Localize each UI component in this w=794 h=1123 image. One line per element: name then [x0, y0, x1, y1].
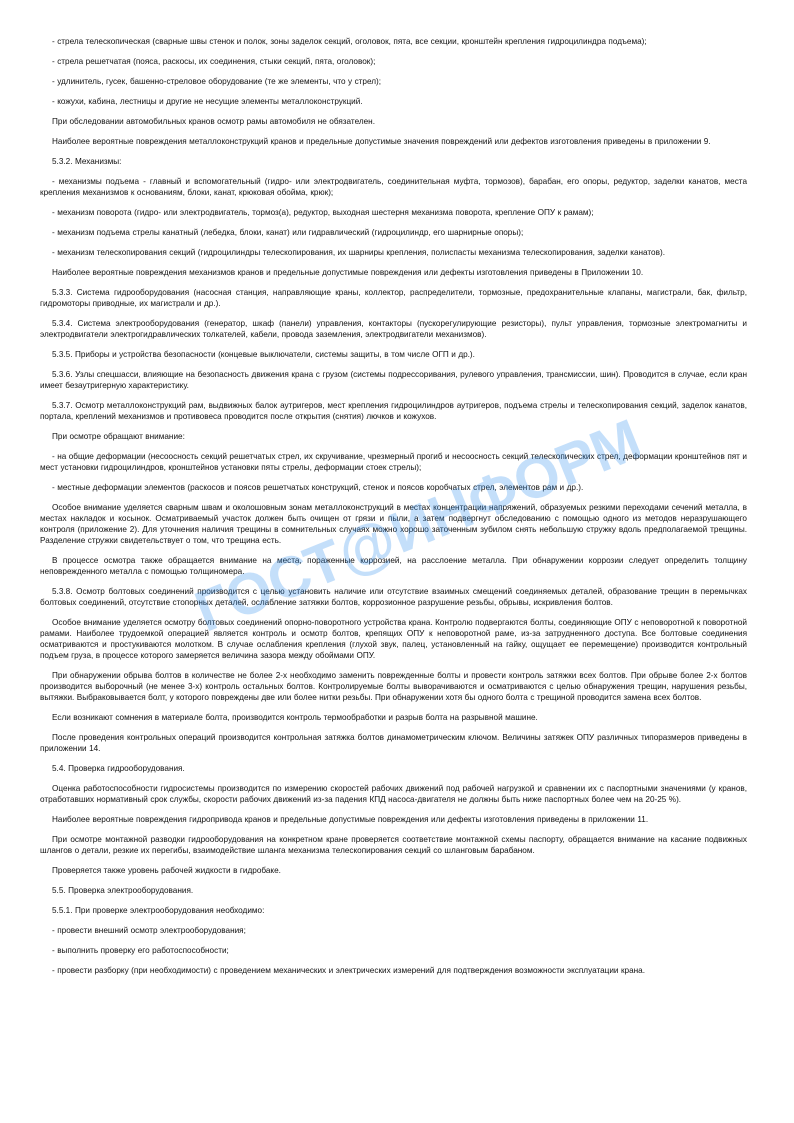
paragraph: - удлинитель, гусек, башенно-стреловое оборудование (те же элементы, что у стрел); — [52, 77, 382, 86]
section-heading: 5.4. Проверка гидрооборудования. — [52, 764, 185, 773]
paragraph: Проверяется также уровень рабочей жидкости в гидробаке. — [52, 866, 281, 875]
paragraph: - стрела телескопическая (сварные швы стенок и полок, зоны заделок секций, оголовок, пята, все секции, кронштейн крепления гидроцилиндра подъема); — [52, 37, 647, 46]
paragraph: При обследовании автомобильных кранов осмотр рамы автомобиля не обязателен. — [52, 117, 375, 126]
paragraph: - стрела решетчатая (пояса, раскосы, их соединения, стыки секций, пята, оголовок); — [52, 57, 376, 66]
paragraph: 5.3.3. Система гидрооборудования (насосная станция, направляющие краны, коллектор, распределители, тормозные, предохранительные клапаны, магистрали, бак, фильтр, гидромоторы приводные, их магистрали и др.). — [40, 288, 747, 308]
paragraph: 5.3.6. Узлы спецшасси, влияющие на безопасность движения крана с грузом (системы подрессоривания, рулевого управления, трансмиссии, шин). Проводится в случае, если кран имеет безаутригерную характеристику. — [40, 370, 747, 390]
paragraph: 5.3.7. Осмотр металлоконструкций рам, выдвижных балок аутригеров, мест крепления гидроцилиндров аутригеров, подъема стрелы и телескопирования секций, заделок канатов, портала, креплений механизмов и противовеса проводится после открытия (снятия) лючков и кожухов. — [40, 401, 747, 421]
paragraph: В процессе осмотра также обращается внимание на места, пораженные коррозией, на расслоение металла. При обнаружении коррозии следует определить толщину неповрежденного металла с помощью толщиномера. — [40, 556, 747, 576]
paragraph: Наиболее вероятные повреждения механизмов кранов и предельные допустимые повреждения или дефекты изготовления приведены в Приложении 10. — [52, 268, 644, 277]
paragraph: Особое внимание уделяется осмотру болтовых соединений опорно-поворотного устройства крана. Контролю подвергаются болты, соединяющие ОПУ с неповоротной к поворотной рамами. Наиболее трудоемкой операцией является контроль и осмотр болтов, крепящих ОПУ к неповоротной раме, из-за затрудненного доступа. Все болтовые соединения осматриваются и простукиваются молотком. В случае ослабления крепления (глухой звук, палец, установленный на гайку, ощущает ее перемещение) производится контрольный подъем груза, в процессе которого замеряется величина зазора между обоймами ОПУ. — [40, 618, 747, 660]
paragraph: - механизмы подъема - главный и вспомогательный (гидро- или электродвигатель, соединительная муфта, тормозов), барабан, его опоры, редуктор, заделки канатов, места крепления механизмов к основаниям, блоки, канат, крюковая обойма, крюк); — [40, 177, 747, 197]
paragraph: - механизм подъема стрелы канатный (лебедка, блоки, канат) или гидравлический (гидроцилиндр, его шарнирные опоры); — [52, 228, 524, 237]
paragraph: 5.3.4. Система электрооборудования (генератор, шкаф (панели) управления, контакторы (пускорегулирующие резисторы), пульт управления, тормозные электромагниты и электродвигатели электрогидравлических толкателей, кабели, провода заземления, электродвигатели механизмов). — [40, 319, 747, 339]
paragraph: 5.3.5. Приборы и устройства безопасности (концевые выключатели, системы защиты, в том числе ОГП и др.). — [52, 350, 475, 359]
paragraph: - механизм телескопирования секций (гидроцилиндры телескопирования, их шарниры крепления, полиспасты механизма телескопирования, заделки канатов). — [52, 248, 665, 257]
paragraph: 5.3.8. Осмотр болтовых соединений производится с целью установить наличие или отсутствие взаимных смещений соединяемых деталей, образование трещин в перемычках болтовых соединений, отсутствие стопорных деталей, ослабление затяжки болтов, коррозионное разрушение резьбы, обрывы, искривления болтов. — [40, 587, 747, 607]
paragraph: После проведения контрольных операций производится контрольная затяжка болтов динамометрическим ключом. Величины затяжек ОПУ различных типоразмеров приведены в приложении 14. — [40, 733, 747, 753]
paragraph: При обнаружении обрыва болтов в количестве не более 2-х необходимо заменить поврежденные болты и провести контроль затяжки всех болтов. При обрыве более 2-х болтов производится выборочный (не менее 3-х) контроль остальных болтов. Контролируемые болты выворачиваются и осматриваются с целью обнаружения трещин, нарушения резьбы, вытяжки. Выбраковывается болт, у которого повреждены две или более нитки резьбы. При обнаружении хотя бы одного болта с трещиной проводится замена всех болтов. — [40, 671, 747, 702]
paragraph: - провести разборку (при необходимости) с проведением механических и электрических измерений для подтверждения возможности эксплуатации крана. — [52, 966, 646, 975]
paragraph: При осмотре монтажной разводки гидрооборудования на конкретном кране проверяется соответствие монтажной схемы паспорту, обращается внимание на касание подвижных шлангов о детали, резкие их перегибы, взаимодействие шланга механизма телескопирования секций со шланговым барабаном. — [40, 835, 747, 855]
document-body — [40, 36, 747, 985]
section-heading: 5.5. Проверка электрооборудования. — [52, 886, 194, 895]
paragraph: - местные деформации элементов (раскосов и поясов решетчатых конструкций, стенок и поясов коробчатых стрел, элементов рам и др.). — [52, 483, 584, 492]
paragraph: - кожухи, кабина, лестницы и другие не несущие элементы металлоконструкций. — [52, 97, 363, 106]
section-heading: 5.3.2. Механизмы: — [52, 157, 122, 166]
paragraph: Особое внимание уделяется сварным швам и околошовным зонам металлоконструкций в местах концентрации напряжений, образуемых резкими переходами сечений металла, в местах накладок и косынок. Осматриваемый участок должен быть очищен от грязи и пыли, а затем подвергнут обследованию с помощью одного из методов неразрушающего контроля (приложение 2). Для уточнения наличия трещины в сомнительных случаях можно хорошо заточенным зубилом снять небольшую стружку вдоль предполагаемой трещины. Разделение стружки свидетельствует о том, что трещина есть. — [40, 503, 747, 545]
paragraph: Если возникают сомнения в материале болта, производится контроль термообработки и разрыв болта на разрывной машине. — [52, 713, 538, 722]
paragraph: 5.5.1. При проверке электрооборудования необходимо: — [52, 906, 265, 915]
paragraph: - на общие деформации (несоосность секций решетчатых стрел, их скручивание, чрезмерный прогиб и несоосность секций телескопических стрел, деформации кронштейнов пят и мест установки гидроцилиндров, кронштейнов установки пяты стрелы, деформации стоек стрелы); — [40, 452, 747, 472]
paragraph: Оценка работоспособности гидросистемы производится по измерению скоростей рабочих движений под рабочей нагрузкой и сравнении их с паспортными значениями (у кранов, отработавших нормативный срок службы, скорости рабочих движений из-за падения КПД насоса-двигателя не должны быть ниже паспортных более чем на 20-25 %). — [40, 784, 747, 804]
paragraph: При осмотре обращают внимание: — [52, 432, 185, 441]
paragraph: Наиболее вероятные повреждения гидропривода кранов и предельные допустимые повреждения или дефекты изготовления приведены в приложении 11. — [52, 815, 649, 824]
paragraph: Наиболее вероятные повреждения металлоконструкций кранов и предельные допустимые значения повреждений или дефектов изготовления приведены в приложении 9. — [52, 137, 711, 146]
paragraph: - механизм поворота (гидро- или электродвигатель, тормоз(а), редуктор, выходная шестерня механизма поворота, крепление ОПУ к рамам); — [52, 208, 594, 217]
paragraph: - провести внешний осмотр электрооборудования; — [52, 926, 246, 935]
svg-text:ГОСТ@ИНФОРМ.РУ: ГОСТ@ИНФОРМ.РУ — [186, 395, 640, 645]
paragraph: - выполнить проверку его работоспособности; — [52, 946, 229, 955]
